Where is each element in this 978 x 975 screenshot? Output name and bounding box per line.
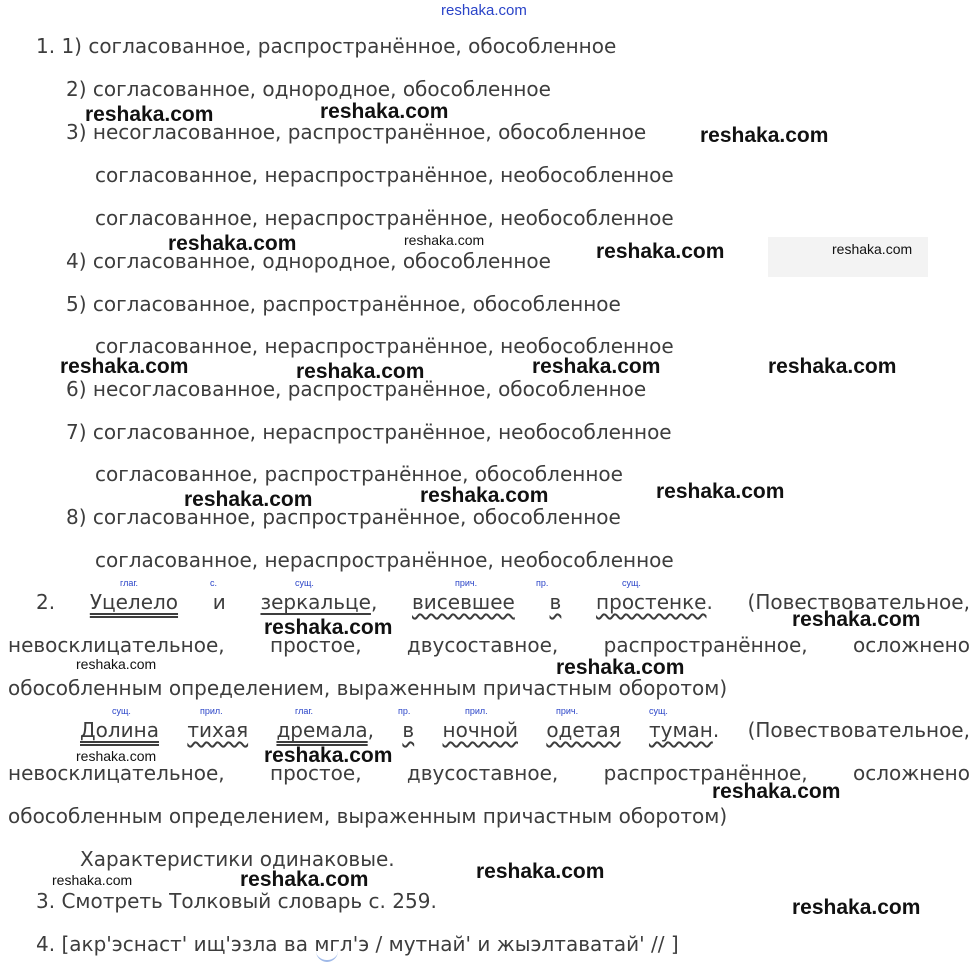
watermark: reshaka.com (656, 480, 785, 503)
pos-label: сущ. (112, 706, 131, 716)
pos-label: прил. (200, 706, 223, 716)
task2-sentence2-row3: обособленным определением, выраженным причастным оборотом) (8, 804, 728, 828)
task2-number: 2. (36, 590, 56, 614)
task1-line-1: 1. 1) согласованное, распространённое, обособленное (36, 34, 617, 58)
task1-line-3b: согласованное, нераспространённое, необособленное (95, 163, 674, 187)
watermark: reshaka.com (240, 868, 369, 891)
word-participle: висевшее (412, 590, 515, 614)
watermark: reshaka.com (76, 748, 157, 764)
task4-transcription: 4. [акр'эснаст' ищ'эзла ва мгл'э / мутнай' и жыэлтаватай' // ] (36, 932, 679, 956)
task3-line: 3. Смотреть Толковый словарь с. 259. (36, 889, 437, 913)
task2-sentence1-row3: обособленным определением, выраженным причастным оборотом) (8, 676, 728, 700)
watermark: reshaka.com (52, 872, 133, 888)
watermark: reshaka.com (404, 232, 485, 248)
desc-word: двусоставное, (406, 761, 559, 785)
watermark: reshaka.com (700, 124, 829, 147)
comma: , (370, 590, 378, 614)
word-subject: Уцелело (89, 590, 179, 614)
watermark: reshaka.com (76, 656, 157, 672)
watermark: reshaka.com (556, 656, 685, 679)
word-subject: зеркальце (260, 590, 371, 614)
task1-line-5b: согласованное, нераспространённое, необособленное (95, 334, 674, 358)
watermark: reshaka.com (792, 608, 921, 631)
watermark: reshaka.com (768, 355, 897, 378)
pos-label: глаг. (120, 578, 139, 588)
watermark: reshaka.com (792, 896, 921, 919)
pos-label: глаг. (295, 706, 314, 716)
task1-line-7b: согласованное, распространённое, обособленное (95, 462, 623, 486)
watermark: reshaka.com (712, 780, 841, 803)
desc-word: невосклицательное, (8, 761, 225, 785)
task2-sentence2-row1 (8, 718, 970, 742)
paren-open: (Повествовательное, (747, 590, 970, 614)
word-subject: Долина (80, 718, 159, 742)
watermark-top[interactable]: reshaka.com (441, 2, 527, 19)
task1-line-3c: согласованное, нераспространённое, необособленное (95, 206, 674, 230)
task2-sentence1-row2 (8, 633, 970, 657)
watermark: reshaka.com (85, 103, 214, 126)
word-adjective: тихая (187, 718, 249, 742)
pos-label: прил. (465, 706, 488, 716)
watermark: reshaka.com (420, 484, 549, 507)
pos-label: сущ. (295, 578, 314, 588)
watermark: reshaka.com (532, 355, 661, 378)
watermark: reshaka.com (168, 232, 297, 255)
word-adjective: ночной (442, 718, 518, 742)
desc-word: простое, (270, 761, 362, 785)
task1-line-2: 2) согласованное, однородное, обособленное (66, 77, 551, 101)
task1-line-8: 8) согласованное, распространённое, обособленное (66, 505, 621, 529)
watermark: reshaka.com (596, 240, 725, 263)
word-conj: и (212, 590, 226, 614)
task1-line-5: 5) согласованное, распространённое, обособленное (66, 292, 621, 316)
watermark: reshaka.com (832, 241, 913, 257)
desc-word: двусоставное, (406, 633, 559, 657)
paren-open: (Повествовательное, (747, 718, 970, 742)
period: . (712, 718, 720, 742)
desc-word: распространённое, (603, 761, 808, 785)
watermark: reshaka.com (476, 860, 605, 883)
word-prep: в (402, 718, 415, 742)
desc-word: распространённое, (603, 633, 808, 657)
period: . (706, 590, 713, 614)
task1-line-6: 6) несогласованное, распространённое, обособленное (66, 377, 647, 401)
pos-label: прич. (455, 578, 478, 588)
word-participle: одетая (546, 718, 621, 742)
pos-label: прич. (556, 706, 579, 716)
word-noun: простенке (596, 590, 707, 614)
word-noun: туман (648, 718, 713, 742)
comma: , (367, 718, 375, 742)
pos-label: сущ. (622, 578, 641, 588)
watermark: reshaka.com (60, 355, 189, 378)
word-prep: в (549, 590, 562, 614)
task1-line-8b: согласованное, нераспространённое, необособленное (95, 548, 674, 572)
task2-conclusion: Характеристики одинаковые. (80, 847, 395, 871)
task1-line-3: 3) несогласованное, распространённое, обособленное (66, 120, 647, 144)
task1-line-7: 7) согласованное, нераспространённое, необособленное (66, 420, 672, 444)
desc-word: осложнено (852, 761, 970, 785)
watermark: reshaka.com (264, 616, 393, 639)
decorative-curl (316, 946, 338, 962)
watermark: reshaka.com (320, 100, 449, 123)
pos-label: с. (210, 578, 218, 588)
pos-label: сущ. (649, 706, 668, 716)
desc-word: простое, (270, 633, 362, 657)
task1-line-4: 4) согласованное, однородное, обособленное (66, 249, 551, 273)
word-predicate: дремала (276, 718, 368, 742)
watermark: reshaka.com (296, 360, 425, 383)
pos-label: пр. (536, 578, 549, 588)
watermark: reshaka.com (264, 744, 393, 767)
pos-label: пр. (398, 706, 411, 716)
desc-word: осложнено (852, 633, 970, 657)
watermark: reshaka.com (184, 488, 313, 511)
desc-word: невосклицательное, (8, 633, 225, 657)
